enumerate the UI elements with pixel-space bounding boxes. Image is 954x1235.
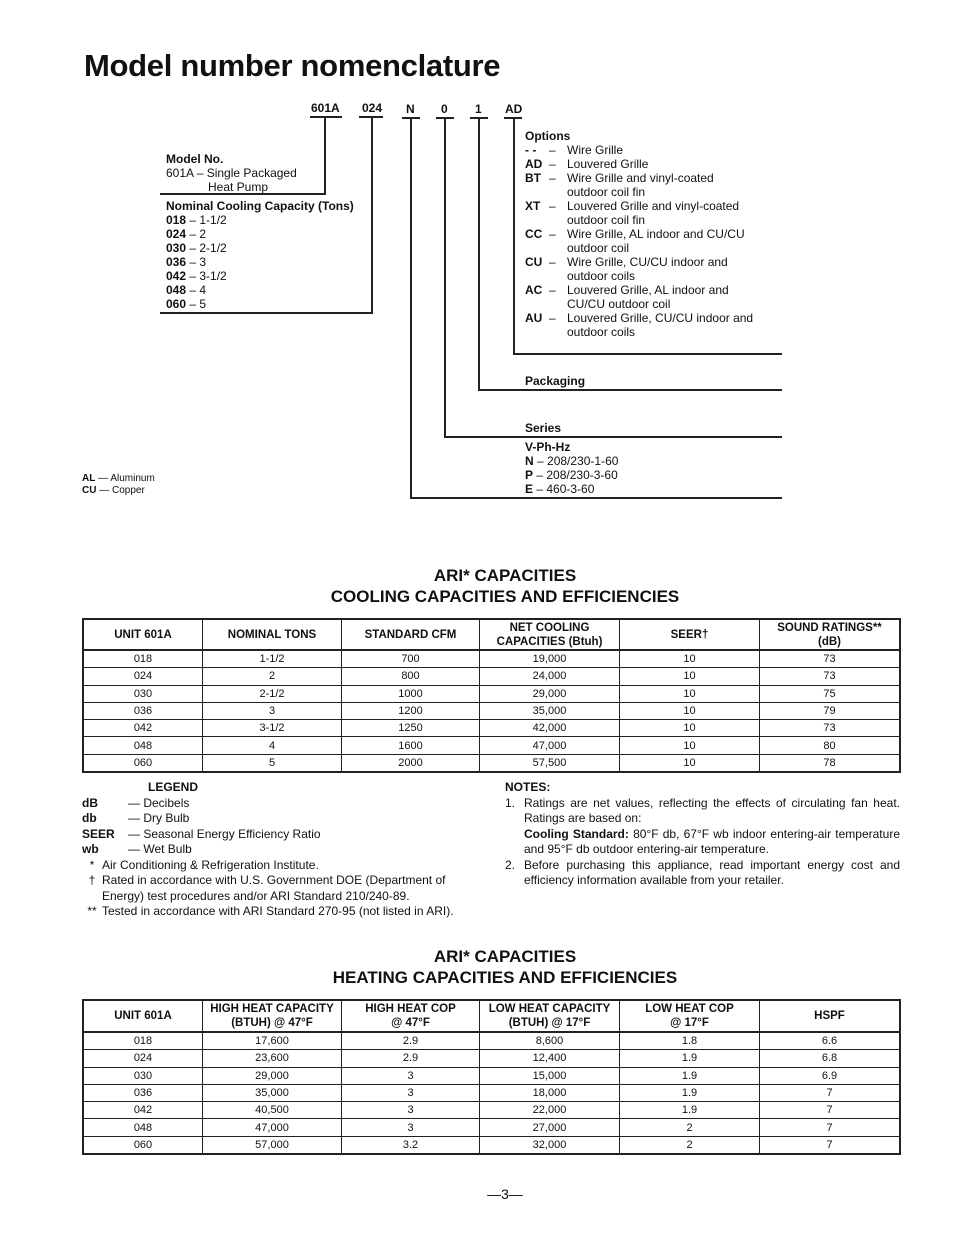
footnote: * Air Conditioning & Refrigeration Institute. xyxy=(89,857,319,872)
table-cell: 030 xyxy=(83,1067,203,1084)
table-cell: 10 xyxy=(620,720,760,737)
legend-item: SEER — Seasonal Energy Efficiency Ratio xyxy=(82,826,321,841)
code-voltage: N xyxy=(406,102,415,116)
leader-series-base xyxy=(444,436,782,438)
table-cell: 2 xyxy=(620,1119,760,1136)
table-row xyxy=(83,650,900,668)
legend-item: wb — Wet Bulb xyxy=(82,842,192,856)
capacity-item: 042 – 3-1/2 xyxy=(166,269,227,283)
page-number: —3— xyxy=(487,1186,523,1202)
table-cell: 036 xyxy=(83,702,203,719)
table-cell: 030 xyxy=(83,685,203,702)
capacity-heading: Nominal Cooling Capacity (Tons) xyxy=(166,199,354,213)
table-cell: 10 xyxy=(620,702,760,719)
table-cell: 6.6 xyxy=(760,1032,901,1050)
option-item: CU – Wire Grille, CU/CU indoor and outdoor coils xyxy=(525,255,728,283)
option-item: XT – Louvered Grille and vinyl-coated outdoor coil fin xyxy=(525,199,740,227)
column-header: HIGH HEAT COP @ 47°F xyxy=(342,1000,480,1032)
table-cell: 048 xyxy=(83,737,203,754)
cooling-table xyxy=(82,618,901,773)
heating-table xyxy=(82,999,901,1155)
table-cell: 042 xyxy=(83,1102,203,1119)
table-cell: 2000 xyxy=(342,754,480,772)
legend-item: dB — Decibels xyxy=(82,795,190,810)
table-cell: 048 xyxy=(83,1119,203,1136)
table-cell: 18,000 xyxy=(480,1084,620,1101)
series-label: Series xyxy=(525,421,562,435)
table-cell: 5 xyxy=(203,754,342,772)
table-row xyxy=(83,1102,900,1119)
table-cell: 7 xyxy=(760,1119,901,1136)
capacity-item: 024 – 2 xyxy=(166,227,207,241)
capacity-item: 060 – 5 xyxy=(166,297,207,311)
table-cell: 6.8 xyxy=(760,1050,901,1067)
column-header: HIGH HEAT CAPACITY (BTUH) @ 47°F xyxy=(203,1000,342,1032)
table-cell: 018 xyxy=(83,1032,203,1050)
abbrev-block xyxy=(82,473,155,497)
table-cell: 32,000 xyxy=(480,1136,620,1154)
table-cell: 15,000 xyxy=(480,1067,620,1084)
table-cell: 73 xyxy=(760,650,901,668)
code-capacity: 024 xyxy=(362,101,383,115)
column-header: LOW HEAT COP @ 17°F xyxy=(620,1000,760,1032)
table-cell: 060 xyxy=(83,1136,203,1154)
option-item: BT – Wire Grille and vinyl-coated outdoor coil fin xyxy=(525,171,714,199)
footnote: ** Tested in accordance with ARI Standard 270-95 (not listed in ARI). xyxy=(87,904,454,918)
legend-item: db — Dry Bulb xyxy=(82,811,190,825)
table-row xyxy=(83,737,900,754)
table-cell: 79 xyxy=(760,702,901,719)
options-heading: Options xyxy=(525,129,571,143)
table-cell: 3.2 xyxy=(342,1136,480,1154)
table-cell: 42,000 xyxy=(480,720,620,737)
table-cell: 24,000 xyxy=(480,668,620,685)
table-cell: 1600 xyxy=(342,737,480,754)
notes-heading: NOTES: xyxy=(505,780,551,794)
leader-options-base xyxy=(513,353,782,355)
table-cell: 1.9 xyxy=(620,1067,760,1084)
voltage-heading: V-Ph-Hz xyxy=(525,440,571,454)
table-cell: 1-1/2 xyxy=(203,650,342,668)
table-cell: 47,000 xyxy=(480,737,620,754)
table-cell: 3 xyxy=(342,1084,480,1101)
column-header: LOW HEAT CAPACITY (BTUH) @ 17°F xyxy=(480,1000,620,1032)
table-cell: 10 xyxy=(620,668,760,685)
table-cell: 1250 xyxy=(342,720,480,737)
table-cell: 3 xyxy=(342,1102,480,1119)
footnote: † Rated in accordance with U.S. Government DOE (Department of Energy) test procedures and/or ARI Standard 210/240-89. xyxy=(88,873,446,903)
column-header: STANDARD CFM xyxy=(342,619,480,650)
table-cell: 17,600 xyxy=(203,1032,342,1050)
leader-voltage-base xyxy=(410,497,782,499)
leader-options xyxy=(513,119,515,355)
table-cell: 78 xyxy=(760,754,901,772)
table-cell: 2.9 xyxy=(342,1050,480,1067)
heating-title: ARI* CAPACITIES HEATING CAPACITIES AND EFFICIENCIES xyxy=(332,947,678,987)
table-cell: 35,000 xyxy=(480,702,620,719)
table-cell: 57,500 xyxy=(480,754,620,772)
table-row xyxy=(83,1084,900,1101)
option-item: AU – Louvered Grille, CU/CU indoor and outdoor coils xyxy=(525,311,754,339)
table-row xyxy=(83,1050,900,1067)
table-cell: 1200 xyxy=(342,702,480,719)
abbrev-item: AL — Aluminum xyxy=(82,473,155,484)
notes xyxy=(505,780,900,889)
table-row xyxy=(83,1067,900,1084)
table-row xyxy=(83,1136,900,1154)
option-item: AD – Louvered Grille xyxy=(525,157,649,171)
code-packaging: 1 xyxy=(475,102,482,116)
table-cell: 10 xyxy=(620,650,760,668)
table-row xyxy=(83,668,900,685)
column-header: SEER† xyxy=(620,619,760,650)
capacity-item: 018 – 1-1/2 xyxy=(166,213,227,227)
table-cell: 2 xyxy=(620,1136,760,1154)
leader-packaging xyxy=(478,119,480,391)
table-cell: 800 xyxy=(342,668,480,685)
leader-capacity-base xyxy=(160,312,373,314)
table-cell: 29,000 xyxy=(480,685,620,702)
table-cell: 3 xyxy=(203,702,342,719)
cooling-title: ARI* CAPACITIES COOLING CAPACITIES AND EFFICIENCIES xyxy=(330,566,680,606)
options-block xyxy=(525,129,772,339)
column-header: UNIT 601A xyxy=(83,1000,203,1032)
abbrev-item: CU — Copper xyxy=(82,485,145,496)
table-cell: 018 xyxy=(83,650,203,668)
table-cell: 57,000 xyxy=(203,1136,342,1154)
legend xyxy=(82,780,482,920)
table-cell: 27,000 xyxy=(480,1119,620,1136)
table-cell: 10 xyxy=(620,737,760,754)
voltage-item: N – 208/230-1-60 xyxy=(525,454,619,468)
table-cell: 22,000 xyxy=(480,1102,620,1119)
table-row xyxy=(83,720,900,737)
table-row xyxy=(83,702,900,719)
table-cell: 1.9 xyxy=(620,1050,760,1067)
capacity-block xyxy=(166,199,354,311)
model-no-heading: Model No. xyxy=(166,152,224,166)
table-row xyxy=(83,754,900,772)
table-cell: 7 xyxy=(760,1084,901,1101)
table-cell: 2.9 xyxy=(342,1032,480,1050)
table-cell: 042 xyxy=(83,720,203,737)
table-cell: 12,400 xyxy=(480,1050,620,1067)
packaging-label: Packaging xyxy=(525,374,586,388)
leader-series xyxy=(444,119,446,438)
table-cell: 2-1/2 xyxy=(203,685,342,702)
table-cell: 024 xyxy=(83,1050,203,1067)
table-cell: 35,000 xyxy=(203,1084,342,1101)
table-cell: 10 xyxy=(620,754,760,772)
table-cell: 4 xyxy=(203,737,342,754)
option-item: CC – Wire Grille, AL indoor and CU/CU outdoor coil xyxy=(525,227,745,255)
table-cell: 8,600 xyxy=(480,1032,620,1050)
table-cell: 40,500 xyxy=(203,1102,342,1119)
model-no-line: Heat Pump xyxy=(208,180,269,194)
table-cell: 1.9 xyxy=(620,1084,760,1101)
table-cell: 73 xyxy=(760,668,901,685)
leader-capacity xyxy=(371,118,373,314)
table-cell: 80 xyxy=(760,737,901,754)
table-cell: 3 xyxy=(342,1067,480,1084)
table-cell: 1.8 xyxy=(620,1032,760,1050)
table-cell: 3-1/2 xyxy=(203,720,342,737)
table-cell: 75 xyxy=(760,685,901,702)
note-item: 2. Before purchasing this appliance, read important energy cost and efficiency information available from your retailer. xyxy=(505,857,900,887)
column-header: HSPF xyxy=(760,1000,901,1032)
table-row xyxy=(83,685,900,702)
legend-heading: LEGEND xyxy=(148,780,199,794)
table-cell: 1.9 xyxy=(620,1102,760,1119)
capacity-item: 030 – 2-1/2 xyxy=(166,241,227,255)
table-cell: 036 xyxy=(83,1084,203,1101)
table-cell: 19,000 xyxy=(480,650,620,668)
table-cell: 10 xyxy=(620,685,760,702)
table-cell: 47,000 xyxy=(203,1119,342,1136)
code-series: 0 xyxy=(441,102,448,116)
table-cell: 23,600 xyxy=(203,1050,342,1067)
table-row xyxy=(83,1032,900,1050)
leader-voltage xyxy=(410,119,412,499)
table-cell: 7 xyxy=(760,1136,901,1154)
table-cell: 2 xyxy=(203,668,342,685)
code-options: AD xyxy=(505,102,523,116)
code-model: 601A xyxy=(311,101,340,115)
table-row xyxy=(83,1119,900,1136)
column-header: SOUND RATINGS** (dB) xyxy=(760,619,901,650)
leader-packaging-base xyxy=(478,389,782,391)
table-cell: 024 xyxy=(83,668,203,685)
model-no-line: 601A – Single Packaged xyxy=(166,166,297,180)
leader-model xyxy=(324,118,326,193)
table-cell: 7 xyxy=(760,1102,901,1119)
table-cell: 3 xyxy=(342,1119,480,1136)
capacity-item: 036 – 3 xyxy=(166,255,207,269)
table-cell: 73 xyxy=(760,720,901,737)
table-cell: 700 xyxy=(342,650,480,668)
option-item: AC – Louvered Grille, AL indoor and CU/CU outdoor coil xyxy=(525,283,729,311)
capacity-item: 048 – 4 xyxy=(166,283,207,297)
table-cell: 060 xyxy=(83,754,203,772)
table-cell: 6.9 xyxy=(760,1067,901,1084)
table-cell: 1000 xyxy=(342,685,480,702)
voltage-item: P – 208/230-3-60 xyxy=(525,468,618,482)
column-header: UNIT 601A xyxy=(83,619,203,650)
voltage-item: E – 460-3-60 xyxy=(525,482,595,496)
table-cell: 29,000 xyxy=(203,1067,342,1084)
model-no-block xyxy=(166,152,297,194)
page-title: Model number nomenclature xyxy=(84,48,501,83)
column-header: NOMINAL TONS xyxy=(203,619,342,650)
voltage-block xyxy=(525,440,618,496)
option-item: - - – Wire Grille xyxy=(525,143,623,157)
column-header: NET COOLING CAPACITIES (Btuh) xyxy=(480,619,620,650)
code-underline xyxy=(310,116,342,118)
note-item: 1. Ratings are net values, reflecting the effects of circulating fan heat. Ratings are based on: Cooling Standard: 80°F db, 67°F wb indoor entering-air temperature and 95°F db outdoor entering-air temperature. xyxy=(505,795,900,856)
